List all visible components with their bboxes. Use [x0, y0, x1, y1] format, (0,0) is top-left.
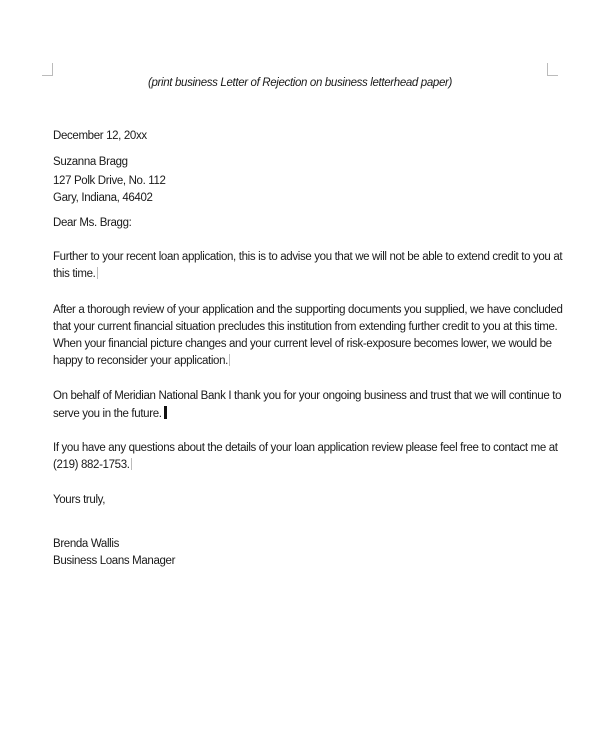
paragraph-3-line: On behalf of Meridian National Bank I thank you for your ongoing business and trust that we will continue to — [53, 390, 562, 402]
paragraph-text: happy to reconsider your application. — [53, 355, 228, 367]
recipient-address-2: Gary, Indiana, 46402 — [53, 192, 153, 204]
signer-title: Business Loans Manager — [53, 555, 176, 567]
salutation: Dear Ms. Bragg: — [53, 217, 132, 229]
paragraph-1-line — [53, 267, 98, 281]
signer-name: Brenda Wallis — [53, 538, 119, 550]
paragraph-mark — [97, 267, 98, 279]
paragraph-text: serve you in the future. — [53, 408, 162, 420]
closing: Yours truly, — [53, 494, 106, 506]
paragraph-4-line — [53, 458, 132, 472]
paragraph-mark — [131, 458, 132, 470]
paragraph-2-line: that your current financial situation precludes this institution from extending further credit to you at this time. — [53, 321, 558, 333]
paragraph-1-line: Further to your recent loan application, this is to advise you that we will not be able to extend credit to you at — [53, 251, 563, 263]
header-note: (print business Letter of Rejection on business letterhead paper) — [148, 77, 452, 89]
letter-date: December 12, 20xx — [53, 130, 147, 142]
paragraph-text: (219) 882-1753. — [53, 459, 130, 471]
paragraph-3-line — [53, 406, 167, 421]
paragraph-2-line — [53, 354, 230, 368]
recipient-name: Suzanna Bragg — [53, 156, 128, 168]
paragraph-text: this time. — [53, 268, 96, 280]
margin-corner-mark-left — [42, 63, 53, 76]
paragraph-2-line: After a thorough review of your application and the supporting documents you supplied, we have concluded — [53, 304, 563, 316]
paragraph-4-line: If you have any questions about the details of your loan application review please feel free to contact me at — [53, 442, 558, 454]
text-cursor[interactable] — [164, 406, 167, 419]
paragraph-mark — [229, 354, 230, 366]
recipient-address-1: 127 Polk Drive, No. 112 — [53, 175, 166, 187]
paragraph-2-line: When your financial picture changes and your current level of risk-exposure becomes lower, we would be — [53, 338, 552, 350]
margin-corner-mark-right — [547, 63, 558, 76]
